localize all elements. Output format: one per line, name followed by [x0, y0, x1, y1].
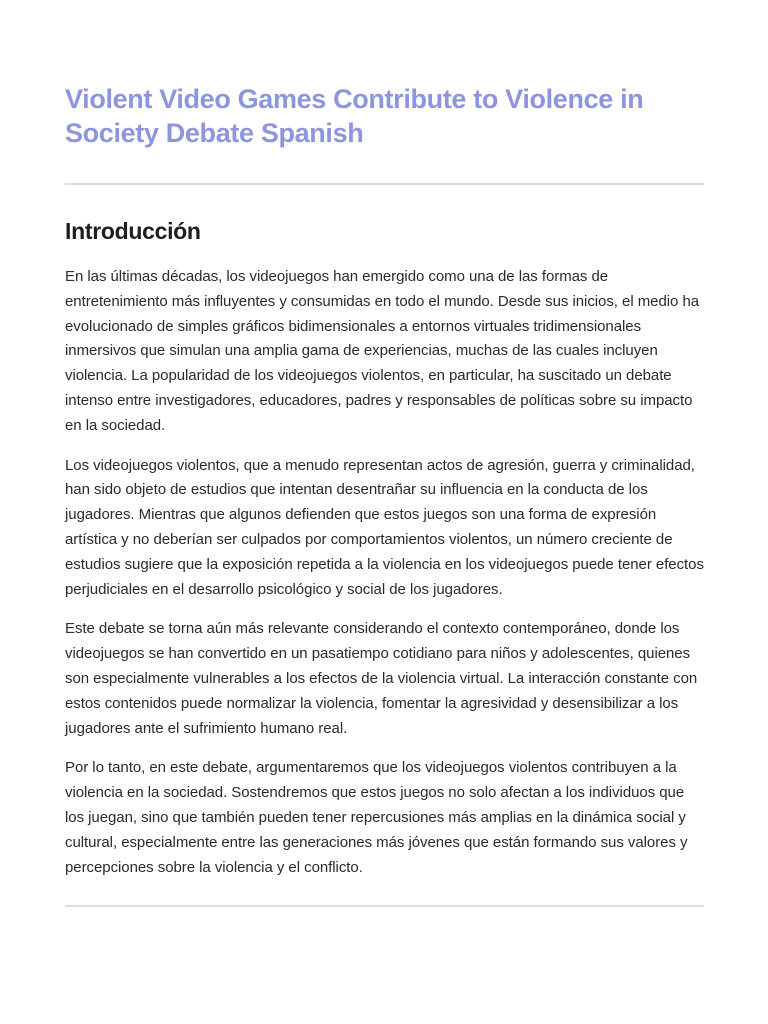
section-body	[65, 265, 704, 880]
title-divider	[65, 183, 704, 185]
section-heading-introduccion: Introducción	[65, 218, 201, 244]
section-end-divider	[65, 905, 704, 907]
paragraph-2: Los videojuegos violentos, que a menudo representan actos de agresión, guerra y criminalidad, han sido objeto de estudios que intentan desentrañar su influencia en la conducta de los jugadores. Mientras que algunos defienden que estos juegos son una forma de expresión artística y no deberían ser culpados por comportamientos violentos, un número creciente de estudios sugiere que la exposición repetida a la violencia en los videojuegos puede tener efectos perjudiciales en el desarrollo psicológico y social de los jugadores.	[65, 456, 704, 598]
paragraph-1: En las últimas décadas, los videojuegos han emergido como una de las formas de entretenimiento más influyentes y consumidas en todo el mundo. Desde sus inicios, el medio ha evolucionado de simples gráficos bidimensionales a entornos virtuales tridimensionales inmersivos que simulan una amplia gama de experiencias, muchas de las cuales incluyen violencia. La popularidad de los videojuegos violentos, en particular, ha suscitado un debate intenso entre investigadores, educadores, padres y responsables de políticas sobre su impacto en la sociedad.	[65, 268, 700, 434]
paragraph-3: Este debate se torna aún más relevante considerando el contexto contemporáneo, donde los videojuegos se han convertido en un pasatiempo cotidiano para niños y adolescentes, quienes son especialmente vulnerables a los efectos de la violencia virtual. La interacción constante con estos contenidos puede normalizar la violencia, fomentar la agresividad y desensibilizar a los jugadores ante el sufrimiento humano real.	[65, 620, 698, 737]
document-title: Violent Video Games Contribute to Violence in Society Debate Spanish	[65, 84, 644, 148]
paragraph-4: Por lo tanto, en este debate, argumentaremos que los videojuegos violentos contribuyen a la violencia en la sociedad. Sostendremos que estos juegos no solo afectan a los individuos que los juegan, sino que también pueden tener repercusiones más amplias en la dinámica social y cultural, especialmente entre las generaciones más jóvenes que están formando sus valores y percepciones sobre la violencia y el conflicto.	[65, 759, 688, 876]
document-page	[65, 0, 704, 907]
